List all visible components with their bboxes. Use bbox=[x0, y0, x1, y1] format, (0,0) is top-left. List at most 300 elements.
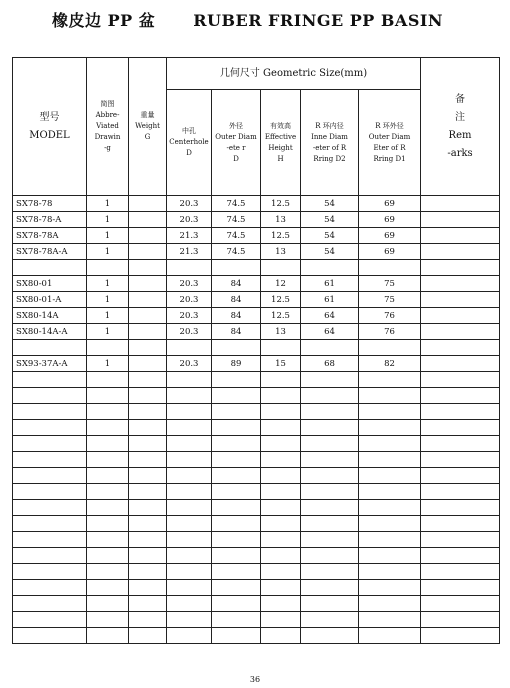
cell-outer-ring-diameter: 75 bbox=[359, 292, 421, 308]
cell-drawing-count bbox=[87, 468, 129, 484]
cell-weight bbox=[129, 564, 167, 580]
cell-model: SX80-01-A bbox=[13, 292, 87, 308]
title-chinese: 橡皮边 PP 盆 bbox=[52, 11, 156, 30]
cell-centerhole: 20.3 bbox=[167, 292, 212, 308]
cell-centerhole bbox=[167, 388, 212, 404]
cell-weight bbox=[129, 244, 167, 260]
cell-weight bbox=[129, 324, 167, 340]
cell-remarks bbox=[421, 292, 500, 308]
cell-inner-ring-diameter bbox=[301, 628, 359, 644]
cell-effective-height bbox=[261, 612, 301, 628]
cell-weight bbox=[129, 212, 167, 228]
cell-centerhole: 21.3 bbox=[167, 244, 212, 260]
cell-centerhole: 20.3 bbox=[167, 276, 212, 292]
cell-inner-ring-diameter: 61 bbox=[301, 292, 359, 308]
cell-effective-height bbox=[261, 500, 301, 516]
cell-outer-diameter bbox=[212, 564, 261, 580]
cell-drawing-count: 1 bbox=[87, 212, 129, 228]
cell-drawing-count bbox=[87, 548, 129, 564]
cell-model bbox=[13, 404, 87, 420]
cell-drawing-count: 1 bbox=[87, 244, 129, 260]
table-row bbox=[13, 196, 500, 212]
cell-inner-ring-diameter bbox=[301, 404, 359, 420]
cell-remarks bbox=[421, 276, 500, 292]
cell-centerhole bbox=[167, 612, 212, 628]
empty-row bbox=[13, 420, 500, 436]
cell-inner-ring-diameter bbox=[301, 340, 359, 356]
cell-drawing-count: 1 bbox=[87, 228, 129, 244]
cell-outer-ring-diameter bbox=[359, 468, 421, 484]
cell-centerhole bbox=[167, 532, 212, 548]
cell-outer-ring-diameter: 76 bbox=[359, 308, 421, 324]
cell-centerhole: 20.3 bbox=[167, 196, 212, 212]
table-row bbox=[13, 276, 500, 292]
cell-remarks bbox=[421, 404, 500, 420]
cell-outer-diameter bbox=[212, 452, 261, 468]
cell-outer-ring-diameter bbox=[359, 612, 421, 628]
cell-outer-diameter: 89 bbox=[212, 356, 261, 372]
cell-model: SX78-78A bbox=[13, 228, 87, 244]
header-weight-en: Weight G bbox=[135, 122, 160, 141]
cell-weight bbox=[129, 404, 167, 420]
cell-effective-height: 12.5 bbox=[261, 292, 301, 308]
cell-centerhole bbox=[167, 596, 212, 612]
cell-model bbox=[13, 580, 87, 596]
table-row bbox=[13, 308, 500, 324]
cell-outer-ring-diameter: 75 bbox=[359, 276, 421, 292]
header-centerhole-en: Centerhole D bbox=[169, 138, 209, 157]
cell-weight bbox=[129, 420, 167, 436]
cell-outer-diameter: 84 bbox=[212, 324, 261, 340]
cell-centerhole bbox=[167, 260, 212, 276]
page-title bbox=[52, 8, 443, 31]
cell-centerhole: 20.3 bbox=[167, 212, 212, 228]
cell-outer-ring-diameter bbox=[359, 404, 421, 420]
cell-outer-diameter: 74.5 bbox=[212, 212, 261, 228]
cell-remarks bbox=[421, 500, 500, 516]
empty-row bbox=[13, 452, 500, 468]
cell-outer-diameter: 74.5 bbox=[212, 196, 261, 212]
table-row bbox=[13, 292, 500, 308]
cell-centerhole bbox=[167, 452, 212, 468]
cell-remarks bbox=[421, 516, 500, 532]
cell-drawing-count bbox=[87, 532, 129, 548]
header-effective-height-en: Effective Height H bbox=[264, 132, 297, 163]
cell-centerhole bbox=[167, 580, 212, 596]
cell-outer-ring-diameter: 76 bbox=[359, 324, 421, 340]
table-row bbox=[13, 228, 500, 244]
cell-centerhole bbox=[167, 628, 212, 644]
cell-outer-ring-diameter: 69 bbox=[359, 196, 421, 212]
cell-outer-diameter: 74.5 bbox=[212, 244, 261, 260]
cell-drawing-count bbox=[87, 388, 129, 404]
cell-drawing-count: 1 bbox=[87, 196, 129, 212]
cell-effective-height bbox=[261, 532, 301, 548]
cell-outer-ring-diameter bbox=[359, 260, 421, 276]
empty-row bbox=[13, 548, 500, 564]
cell-effective-height: 12 bbox=[261, 276, 301, 292]
cell-weight bbox=[129, 308, 167, 324]
table-body bbox=[13, 196, 500, 644]
cell-outer-ring-diameter bbox=[359, 484, 421, 500]
cell-remarks bbox=[421, 628, 500, 644]
cell-inner-ring-diameter bbox=[301, 420, 359, 436]
header-effective-height bbox=[261, 90, 301, 196]
cell-outer-ring-diameter bbox=[359, 516, 421, 532]
cell-outer-diameter: 74.5 bbox=[212, 228, 261, 244]
cell-outer-diameter bbox=[212, 580, 261, 596]
header-weight bbox=[129, 58, 167, 196]
cell-model bbox=[13, 612, 87, 628]
cell-remarks bbox=[421, 356, 500, 372]
cell-drawing-count bbox=[87, 260, 129, 276]
header-centerhole-cn: 中孔 bbox=[182, 127, 196, 135]
cell-inner-ring-diameter: 54 bbox=[301, 244, 359, 260]
cell-drawing-count: 1 bbox=[87, 276, 129, 292]
empty-row bbox=[13, 372, 500, 388]
cell-centerhole: 20.3 bbox=[167, 356, 212, 372]
cell-drawing-count bbox=[87, 420, 129, 436]
cell-outer-diameter bbox=[212, 596, 261, 612]
cell-centerhole bbox=[167, 484, 212, 500]
cell-centerhole bbox=[167, 548, 212, 564]
cell-outer-diameter bbox=[212, 468, 261, 484]
cell-outer-ring-diameter bbox=[359, 580, 421, 596]
cell-effective-height bbox=[261, 484, 301, 500]
cell-remarks bbox=[421, 324, 500, 340]
header-model bbox=[13, 58, 87, 196]
header-centerhole bbox=[167, 90, 212, 196]
cell-outer-diameter: 84 bbox=[212, 276, 261, 292]
cell-outer-diameter: 84 bbox=[212, 292, 261, 308]
cell-inner-ring-diameter bbox=[301, 452, 359, 468]
cell-model bbox=[13, 436, 87, 452]
cell-remarks bbox=[421, 580, 500, 596]
table-row bbox=[13, 244, 500, 260]
cell-remarks bbox=[421, 468, 500, 484]
cell-model bbox=[13, 468, 87, 484]
cell-drawing-count bbox=[87, 404, 129, 420]
empty-row bbox=[13, 532, 500, 548]
cell-outer-diameter bbox=[212, 340, 261, 356]
cell-weight bbox=[129, 228, 167, 244]
cell-drawing-count bbox=[87, 500, 129, 516]
spacer-row bbox=[13, 260, 500, 276]
cell-effective-height bbox=[261, 372, 301, 388]
header-remarks-cn: 备 注 bbox=[455, 93, 466, 123]
header-drawing-en: Abbre- Viated Drawin -g bbox=[94, 111, 121, 152]
header-outer-ring-en: Outer Diam Eter of R Rring D1 bbox=[368, 132, 411, 163]
cell-model bbox=[13, 532, 87, 548]
cell-drawing-count: 1 bbox=[87, 356, 129, 372]
cell-model bbox=[13, 420, 87, 436]
cell-drawing-count bbox=[87, 436, 129, 452]
header-geometric-size: 几何尺寸 Geometric Size(mm) bbox=[167, 58, 421, 90]
cell-effective-height bbox=[261, 420, 301, 436]
cell-inner-ring-diameter bbox=[301, 388, 359, 404]
cell-outer-ring-diameter: 69 bbox=[359, 228, 421, 244]
cell-inner-ring-diameter: 54 bbox=[301, 228, 359, 244]
empty-row bbox=[13, 580, 500, 596]
empty-row bbox=[13, 388, 500, 404]
cell-inner-ring-diameter bbox=[301, 260, 359, 276]
cell-remarks bbox=[421, 308, 500, 324]
cell-outer-diameter bbox=[212, 628, 261, 644]
cell-outer-diameter bbox=[212, 484, 261, 500]
cell-weight bbox=[129, 612, 167, 628]
table-row bbox=[13, 356, 500, 372]
cell-model: SX93-37A-A bbox=[13, 356, 87, 372]
cell-outer-ring-diameter bbox=[359, 500, 421, 516]
cell-weight bbox=[129, 500, 167, 516]
cell-effective-height bbox=[261, 548, 301, 564]
cell-outer-ring-diameter bbox=[359, 340, 421, 356]
cell-inner-ring-diameter bbox=[301, 548, 359, 564]
empty-row bbox=[13, 500, 500, 516]
cell-remarks bbox=[421, 452, 500, 468]
header-inner-ring-diameter bbox=[301, 90, 359, 196]
cell-outer-ring-diameter bbox=[359, 420, 421, 436]
cell-inner-ring-diameter: 64 bbox=[301, 324, 359, 340]
cell-inner-ring-diameter bbox=[301, 596, 359, 612]
cell-effective-height bbox=[261, 436, 301, 452]
cell-outer-diameter bbox=[212, 404, 261, 420]
empty-row bbox=[13, 516, 500, 532]
cell-centerhole: 20.3 bbox=[167, 308, 212, 324]
cell-effective-height bbox=[261, 260, 301, 276]
title-english: RUBER FRINGE PP BASIN bbox=[193, 11, 443, 30]
cell-model bbox=[13, 484, 87, 500]
header-effective-height-cn: 有效高 bbox=[270, 121, 291, 130]
cell-inner-ring-diameter bbox=[301, 564, 359, 580]
cell-model bbox=[13, 548, 87, 564]
cell-weight bbox=[129, 548, 167, 564]
cell-inner-ring-diameter bbox=[301, 436, 359, 452]
spec-table bbox=[12, 57, 500, 644]
cell-effective-height bbox=[261, 564, 301, 580]
cell-remarks bbox=[421, 532, 500, 548]
cell-weight bbox=[129, 628, 167, 644]
cell-inner-ring-diameter bbox=[301, 500, 359, 516]
cell-outer-ring-diameter bbox=[359, 452, 421, 468]
cell-effective-height bbox=[261, 404, 301, 420]
cell-outer-diameter bbox=[212, 612, 261, 628]
empty-row bbox=[13, 436, 500, 452]
cell-drawing-count: 1 bbox=[87, 324, 129, 340]
cell-remarks bbox=[421, 340, 500, 356]
cell-model bbox=[13, 340, 87, 356]
cell-weight bbox=[129, 388, 167, 404]
empty-row bbox=[13, 612, 500, 628]
cell-outer-ring-diameter bbox=[359, 564, 421, 580]
cell-outer-ring-diameter bbox=[359, 628, 421, 644]
cell-model bbox=[13, 516, 87, 532]
cell-inner-ring-diameter bbox=[301, 580, 359, 596]
cell-remarks bbox=[421, 196, 500, 212]
cell-weight bbox=[129, 532, 167, 548]
header-outer-diameter-cn: 外径 bbox=[229, 121, 243, 130]
cell-remarks bbox=[421, 228, 500, 244]
cell-model: SX80-14A bbox=[13, 308, 87, 324]
cell-inner-ring-diameter bbox=[301, 612, 359, 628]
empty-row bbox=[13, 596, 500, 612]
cell-effective-height: 12.5 bbox=[261, 228, 301, 244]
cell-weight bbox=[129, 260, 167, 276]
cell-drawing-count bbox=[87, 484, 129, 500]
cell-remarks bbox=[421, 244, 500, 260]
cell-weight bbox=[129, 196, 167, 212]
cell-outer-diameter bbox=[212, 388, 261, 404]
cell-weight bbox=[129, 596, 167, 612]
cell-centerhole: 20.3 bbox=[167, 324, 212, 340]
empty-row bbox=[13, 404, 500, 420]
cell-remarks bbox=[421, 212, 500, 228]
header-model-cn: 型号 bbox=[39, 111, 60, 123]
cell-remarks bbox=[421, 436, 500, 452]
header-outer-diameter bbox=[212, 90, 261, 196]
cell-outer-diameter bbox=[212, 436, 261, 452]
cell-remarks bbox=[421, 372, 500, 388]
cell-inner-ring-diameter bbox=[301, 516, 359, 532]
cell-drawing-count bbox=[87, 596, 129, 612]
cell-model bbox=[13, 564, 87, 580]
cell-outer-diameter bbox=[212, 260, 261, 276]
cell-drawing-count bbox=[87, 372, 129, 388]
cell-outer-diameter bbox=[212, 500, 261, 516]
cell-weight bbox=[129, 276, 167, 292]
cell-effective-height bbox=[261, 388, 301, 404]
cell-outer-ring-diameter: 69 bbox=[359, 212, 421, 228]
cell-weight bbox=[129, 452, 167, 468]
cell-remarks bbox=[421, 612, 500, 628]
header-outer-ring-cn: R 环外径 bbox=[375, 121, 404, 130]
cell-effective-height bbox=[261, 468, 301, 484]
cell-weight bbox=[129, 580, 167, 596]
cell-remarks bbox=[421, 420, 500, 436]
cell-model bbox=[13, 596, 87, 612]
header-model-en: MODEL bbox=[29, 129, 70, 141]
cell-outer-ring-diameter: 82 bbox=[359, 356, 421, 372]
empty-row bbox=[13, 468, 500, 484]
cell-outer-ring-diameter bbox=[359, 372, 421, 388]
empty-row bbox=[13, 484, 500, 500]
cell-inner-ring-diameter: 61 bbox=[301, 276, 359, 292]
cell-inner-ring-diameter bbox=[301, 532, 359, 548]
cell-outer-diameter: 84 bbox=[212, 308, 261, 324]
spacer-row bbox=[13, 340, 500, 356]
cell-effective-height bbox=[261, 596, 301, 612]
cell-inner-ring-diameter bbox=[301, 372, 359, 388]
cell-outer-ring-diameter bbox=[359, 596, 421, 612]
cell-outer-ring-diameter bbox=[359, 436, 421, 452]
cell-drawing-count bbox=[87, 612, 129, 628]
cell-effective-height bbox=[261, 628, 301, 644]
header-outer-diameter-en: Outer Diam -ete r D bbox=[215, 132, 257, 163]
cell-centerhole bbox=[167, 564, 212, 580]
cell-effective-height: 13 bbox=[261, 324, 301, 340]
cell-outer-ring-diameter bbox=[359, 388, 421, 404]
cell-weight bbox=[129, 484, 167, 500]
cell-drawing-count: 1 bbox=[87, 292, 129, 308]
cell-centerhole bbox=[167, 420, 212, 436]
cell-effective-height: 12.5 bbox=[261, 308, 301, 324]
cell-inner-ring-diameter bbox=[301, 484, 359, 500]
cell-remarks bbox=[421, 484, 500, 500]
cell-effective-height bbox=[261, 340, 301, 356]
cell-drawing-count bbox=[87, 340, 129, 356]
cell-centerhole bbox=[167, 436, 212, 452]
cell-remarks bbox=[421, 260, 500, 276]
cell-model bbox=[13, 628, 87, 644]
cell-effective-height: 13 bbox=[261, 212, 301, 228]
cell-drawing-count bbox=[87, 628, 129, 644]
cell-model bbox=[13, 452, 87, 468]
empty-row bbox=[13, 564, 500, 580]
cell-weight bbox=[129, 356, 167, 372]
cell-outer-ring-diameter bbox=[359, 532, 421, 548]
cell-model: SX78-78A-A bbox=[13, 244, 87, 260]
cell-weight bbox=[129, 436, 167, 452]
cell-model: SX80-14A-A bbox=[13, 324, 87, 340]
cell-inner-ring-diameter: 68 bbox=[301, 356, 359, 372]
cell-drawing-count: 1 bbox=[87, 308, 129, 324]
cell-weight bbox=[129, 292, 167, 308]
header-drawing bbox=[87, 58, 129, 196]
cell-weight bbox=[129, 516, 167, 532]
cell-effective-height bbox=[261, 516, 301, 532]
header-outer-ring-diameter bbox=[359, 90, 421, 196]
cell-remarks bbox=[421, 388, 500, 404]
cell-model: SX80-01 bbox=[13, 276, 87, 292]
cell-model bbox=[13, 500, 87, 516]
cell-outer-diameter bbox=[212, 532, 261, 548]
cell-drawing-count bbox=[87, 452, 129, 468]
cell-remarks bbox=[421, 548, 500, 564]
cell-model bbox=[13, 260, 87, 276]
cell-outer-diameter bbox=[212, 548, 261, 564]
cell-remarks bbox=[421, 596, 500, 612]
cell-model bbox=[13, 372, 87, 388]
cell-outer-diameter bbox=[212, 516, 261, 532]
cell-remarks bbox=[421, 564, 500, 580]
cell-drawing-count bbox=[87, 516, 129, 532]
cell-centerhole bbox=[167, 468, 212, 484]
table-row bbox=[13, 324, 500, 340]
cell-centerhole: 21.3 bbox=[167, 228, 212, 244]
cell-effective-height: 13 bbox=[261, 244, 301, 260]
cell-inner-ring-diameter bbox=[301, 468, 359, 484]
cell-centerhole bbox=[167, 500, 212, 516]
cell-inner-ring-diameter: 54 bbox=[301, 196, 359, 212]
cell-weight bbox=[129, 372, 167, 388]
cell-model: SX78-78 bbox=[13, 196, 87, 212]
header-inner-ring-en: Inne Diam -eter of R Rring D2 bbox=[311, 132, 348, 163]
header-weight-cn: 重量 bbox=[140, 111, 155, 119]
cell-model bbox=[13, 388, 87, 404]
header-drawing-cn: 简图 bbox=[100, 100, 115, 108]
header-inner-ring-cn: R 环内径 bbox=[315, 121, 344, 130]
cell-weight bbox=[129, 468, 167, 484]
cell-inner-ring-diameter: 64 bbox=[301, 308, 359, 324]
cell-outer-ring-diameter: 69 bbox=[359, 244, 421, 260]
cell-model: SX78-78-A bbox=[13, 212, 87, 228]
cell-centerhole bbox=[167, 404, 212, 420]
cell-effective-height bbox=[261, 580, 301, 596]
cell-effective-height bbox=[261, 452, 301, 468]
cell-outer-diameter bbox=[212, 420, 261, 436]
cell-centerhole bbox=[167, 340, 212, 356]
table-row bbox=[13, 212, 500, 228]
